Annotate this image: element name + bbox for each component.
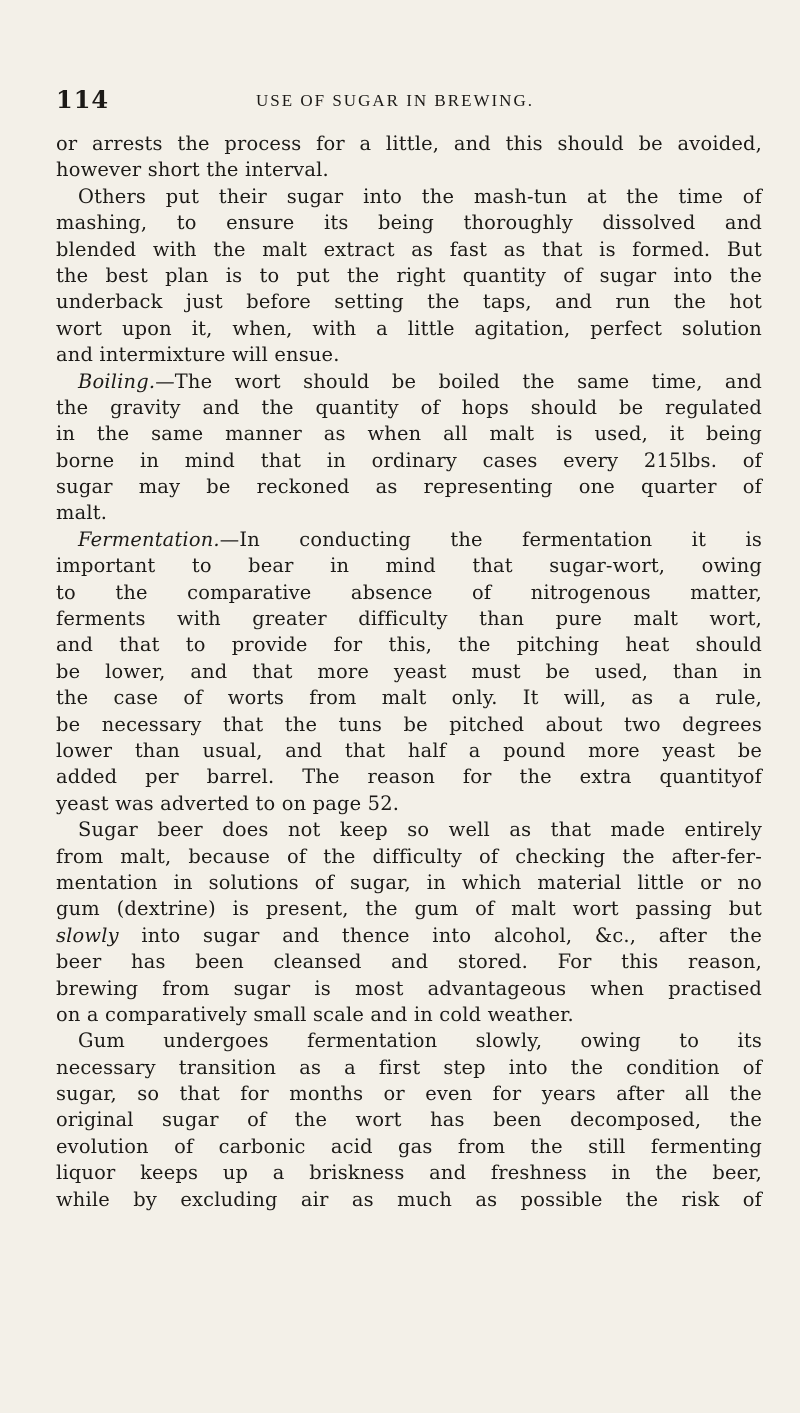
text-line: to the comparative absence of nitrogenous matter, xyxy=(56,580,762,604)
text-line: the best plan is to put the right quantity of sugar into the xyxy=(56,263,762,287)
text-line: the case of worts from malt only. It will, as a rule, xyxy=(56,686,762,710)
text-line: brewing from sugar is most advantageous when practised xyxy=(56,976,762,1000)
text-line: Gum undergoes fermentation slowly, owing to its xyxy=(78,1029,762,1053)
text-line: ferments with greater difficulty than pure malt wort, xyxy=(56,607,762,631)
text-fragment: —In conducting the fermentation it is xyxy=(219,527,762,551)
text-line: underback just before setting the taps, and run the hot xyxy=(56,290,762,314)
text-line: wort upon it, when, with a little agitation, perfect solution xyxy=(56,316,762,340)
emphasis-slowly: slowly xyxy=(56,923,119,947)
text-line: the gravity and the quantity of hops should be regulated xyxy=(56,395,762,419)
text-line: Others put their sugar into the mash-tun at the time of xyxy=(78,184,762,208)
text-line: original sugar of the wort has been decomposed, the xyxy=(56,1108,762,1132)
body-text xyxy=(56,131,762,1213)
text-line xyxy=(56,527,762,553)
text-line: while by excluding air as much as possible the risk of xyxy=(56,1187,762,1211)
text-line: and that to provide for this, the pitching heat should xyxy=(56,633,762,657)
section-heading-boiling: Boiling. xyxy=(78,369,156,393)
text-fragment: —The wort should be boiled the same time, and xyxy=(155,369,762,393)
text-line: malt. xyxy=(56,501,108,525)
text-line: added per barrel. The reason for the extra quantityof xyxy=(56,765,762,789)
text-line: evolution of carbonic acid gas from the still fermenting xyxy=(56,1134,762,1158)
running-head xyxy=(56,85,762,115)
text-line: blended with the malt extract as fast as that is formed. But xyxy=(56,237,762,261)
text-line: sugar may be reckoned as representing one quarter of xyxy=(56,475,762,499)
page-number: 114 xyxy=(56,85,110,114)
text-line: gum (dextrine) is present, the gum of malt wort passing but xyxy=(56,897,762,921)
text-line: on a comparatively small scale and in cold weather. xyxy=(56,1002,574,1026)
text-line: important to bear in mind that sugar-wort, owing xyxy=(56,554,762,578)
text-line: sugar, so that for months or even for years after all the xyxy=(56,1082,762,1106)
text-line: mashing, to ensure its being thoroughly dissolved and xyxy=(56,211,762,235)
text-line: Sugar beer does not keep so well as that made entirely xyxy=(78,818,762,842)
text-line xyxy=(56,369,762,395)
text-line: or arrests the process for a little, and this should be avoided, xyxy=(56,132,762,155)
text-fragment: into sugar and thence into alcohol, &c., after the xyxy=(118,923,762,947)
text-line: beer has been cleansed and stored. For this reason, xyxy=(56,950,762,974)
text-line: be necessary that the tuns be pitched about two degrees xyxy=(56,712,762,736)
running-title: USE OF SUGAR IN BREWING. xyxy=(256,91,534,110)
text-line: mentation in solutions of sugar, in which material little or no xyxy=(56,870,762,894)
section-heading-fermentation: Fermentation. xyxy=(78,527,220,551)
text-line: from malt, because of the difficulty of checking the after-fer- xyxy=(56,844,762,868)
text-line: and intermixture will ensue. xyxy=(56,343,340,367)
text-line: necessary transition as a first step into the condition of xyxy=(56,1055,762,1079)
text-line: however short the interval. xyxy=(56,158,329,182)
text-line: borne in mind that in ordinary cases every 215lbs. of xyxy=(56,448,762,472)
text-line: yeast was adverted to on page 52. xyxy=(56,791,400,815)
text-line: liquor keeps up a briskness and freshness in the beer, xyxy=(56,1161,762,1185)
text-line: be lower, and that more yeast must be used, than in xyxy=(56,659,762,683)
text-line: lower than usual, and that half a pound more yeast be xyxy=(56,738,762,762)
text-line xyxy=(56,923,762,949)
text-line: in the same manner as when all malt is used, it being xyxy=(56,422,762,446)
